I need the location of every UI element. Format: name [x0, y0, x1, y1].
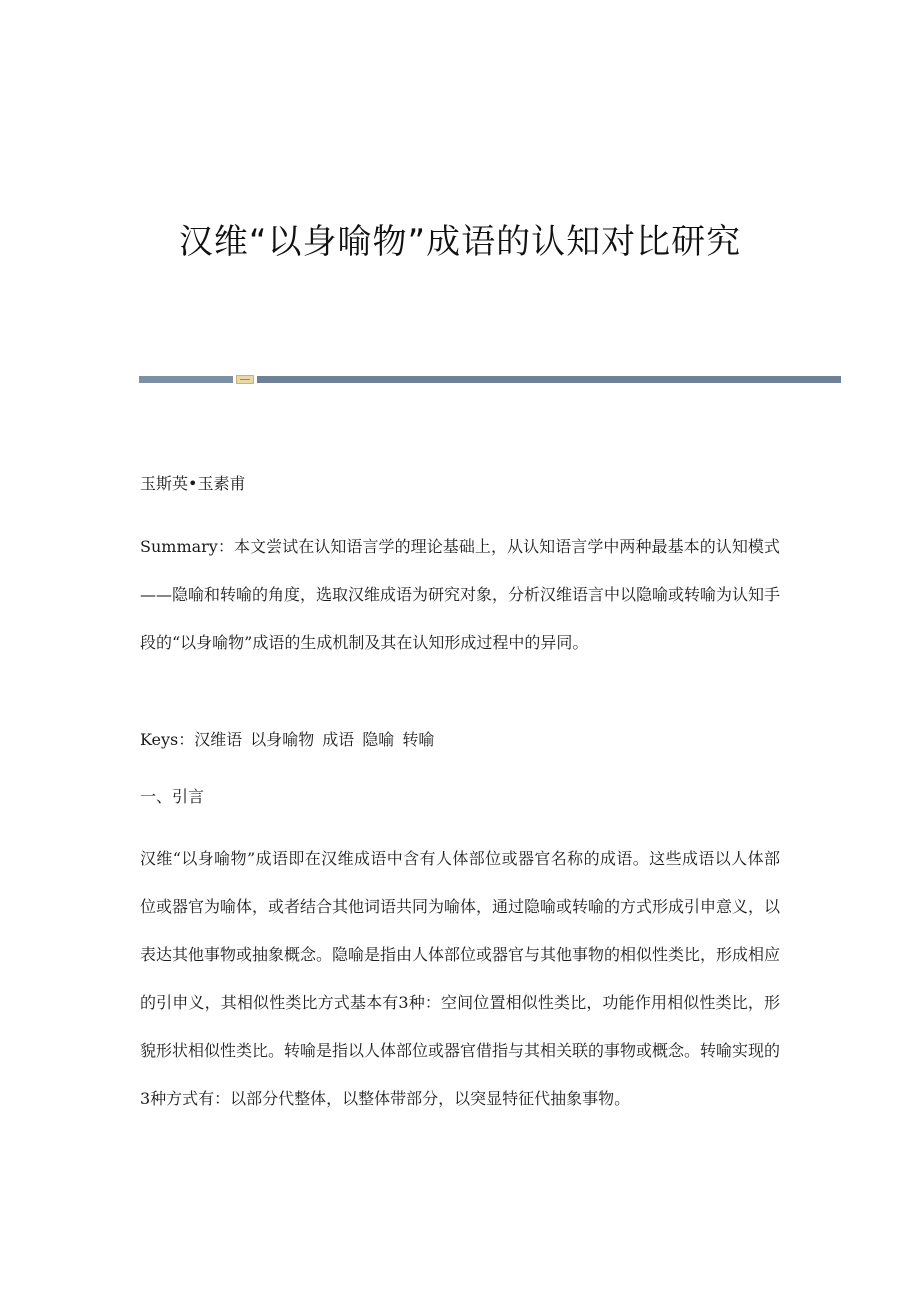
intro-paragraph: 汉维“以身喻物”成语即在汉维成语中含有人体部位或器官名称的成语。这些成语以人体部位或器官为喻体，或者结合其他词语共同为喻体，通过隐喻或转喻的方式形成引申意义，以表达其他事物或抽象概念。隐喻是指由人体部位或器官与其他事物的相似性类比，形成相应的引申义，其相似性类比方式基本有3种：空间位置相似性类比，功能作用相似性类比，形貌形状相似性类比。转喻是指以人体部位或器官借指与其相关联的事物或概念。转喻实现的3种方式有：以部分代整体，以整体带部分，以突显特征代抽象事物。	[140, 849, 781, 1108]
summary-label: Summary：	[140, 537, 234, 556]
keywords-line	[140, 725, 780, 754]
summary-text: 本文尝试在认知语言学的理论基础上，从认知语言学中两种最基本的认知模式——隐喻和转喻的角度，选取汉维成语为研究对象，分析汉维语言中以隐喻或转喻为认知手段的“以身喻物”成语的生成机制及其在认知形成过程中的异同。	[140, 537, 781, 652]
divider-ornament-icon	[236, 375, 254, 384]
title-divider	[139, 375, 841, 384]
section-heading: 一、引言	[140, 787, 205, 806]
summary-paragraph	[140, 523, 780, 667]
keyword-item: 汉维语	[194, 730, 243, 749]
keywords-label: Keys：	[140, 730, 195, 749]
keyword-item: 转喻	[402, 730, 435, 749]
divider-bar-left	[139, 376, 233, 383]
keyword-item: 隐喻	[362, 730, 395, 749]
divider-bar-right	[257, 376, 841, 383]
author-line: 玉斯英•玉素甫	[140, 474, 246, 493]
keyword-item: 成语	[322, 730, 355, 749]
document-title: 汉维“以身喻物”成语的认知对比研究	[178, 222, 742, 262]
keyword-item: 以身喻物	[250, 730, 315, 749]
